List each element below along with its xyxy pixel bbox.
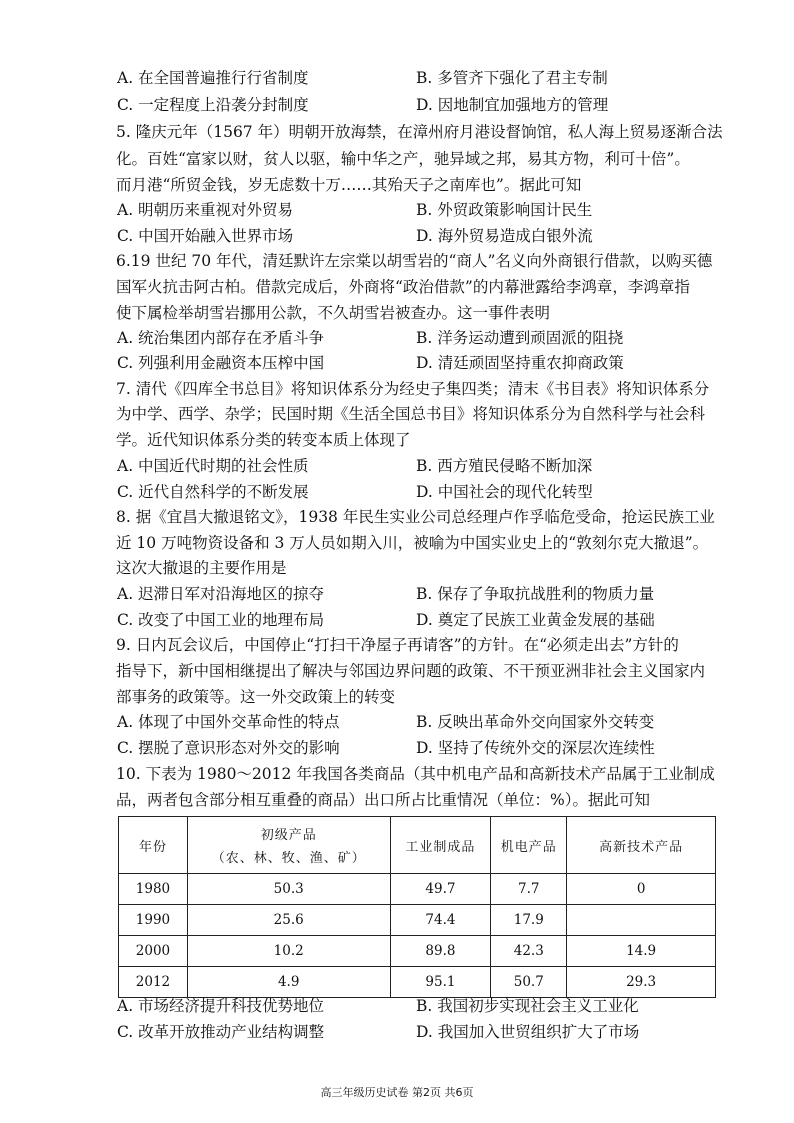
- cell-primary: 10.2: [187, 936, 390, 967]
- cell-electromechanical: 50.7: [491, 967, 567, 998]
- cell-manufactured: 49.7: [390, 874, 491, 905]
- table-row: [119, 967, 716, 998]
- q4-option-c: C. 一定程度上沿袭分封制度: [117, 96, 309, 114]
- page-footer: 高三年级历史试卷 第2页 共6页: [320, 1086, 474, 1099]
- cell-manufactured: 89.8: [390, 936, 491, 967]
- cell-high-tech: 14.9: [567, 936, 716, 967]
- q8-stem-line-2: 近 10 万吨物资设备和 3 万人员如期入川，被喻为中国实业史上的“敦刻尔克大撤退”。: [116, 534, 709, 552]
- q5-option-c: C. 中国开始融入世界市场: [117, 227, 294, 245]
- q6-option-c: C. 列强利用金融资本压榨中国: [117, 354, 325, 372]
- q9-stem-line-1: 9. 日内瓦会议后，中国停止“打扫干净屋子再请客”的方针。在“必须走出去”方针的: [116, 636, 679, 654]
- q4-option-d: D. 因地制宜加强地方的管理: [416, 96, 609, 114]
- header-manufactured-goods: 工业制成品: [390, 817, 491, 874]
- cell-year: 2000: [119, 936, 188, 967]
- cell-high-tech: 29.3: [567, 967, 716, 998]
- q10-stem-line-2: 品，两者包含部分相互重叠的商品）出口所占比重情况（单位：%）。据此可知: [116, 791, 650, 809]
- q7-option-a: A. 中国近代时期的社会性质: [117, 457, 309, 475]
- q6-stem-line-3: 使下属检举胡雪岩挪用公款，不久胡雪岩被查办。这一事件表明: [116, 304, 551, 322]
- q9-option-a: A. 体现了中国外交革命性的特点: [117, 713, 340, 731]
- q10-option-a: A. 市场经济提升科技优势地位: [117, 997, 325, 1015]
- table-row: [119, 874, 716, 905]
- q9-option-d: D. 坚持了传统外交的深层次连续性: [416, 739, 655, 757]
- cell-electromechanical: 42.3: [491, 936, 567, 967]
- q6-option-a: A. 统治集团内部存在矛盾斗争: [117, 329, 325, 347]
- q8-option-d: D. 奠定了民族工业黄金发展的基础: [416, 611, 655, 629]
- q6-stem-line-2: 国军火抗击阿古柏。借款完成后，外商将“政治借款”的内幕泄露给李鸿章，李鸿章指: [116, 278, 690, 296]
- q7-stem-line-3: 学。近代知识体系分类的转变本质上体现了: [116, 431, 411, 449]
- q7-option-c: C. 近代自然科学的不断发展: [117, 483, 309, 501]
- q5-option-b: B. 外贸政策影响国计民生: [416, 201, 593, 219]
- header-primary-products-title: 初级产品: [260, 828, 317, 843]
- q9-stem-line-3: 部事务的政策等。这一外交政策上的转变: [116, 688, 396, 706]
- q7-option-b: B. 西方殖民侵略不断加深: [416, 457, 593, 475]
- q5-stem-line-1: 5. 隆庆元年（1567 年）明朝开放海禁，在漳州府月港设督饷馆，私人海上贸易逐渐合法: [116, 123, 723, 141]
- q8-option-a: A. 迟滞日军对沿海地区的掠夺: [117, 585, 325, 603]
- cell-year: 2012: [119, 967, 188, 998]
- cell-manufactured: 95.1: [390, 967, 491, 998]
- header-electromechanical: 机电产品: [491, 817, 567, 874]
- q9-option-c: C. 摆脱了意识形态对外交的影响: [117, 739, 340, 757]
- q4-option-b: B. 多管齐下强化了君主专制: [416, 69, 608, 87]
- q5-option-d: D. 海外贸易造成白银外流: [416, 227, 593, 245]
- header-year: 年份: [119, 817, 188, 874]
- header-primary-products: [187, 817, 390, 874]
- q8-stem-line-3: 这次大撤退的主要作用是: [116, 559, 287, 577]
- header-high-tech: 高新技术产品: [567, 817, 716, 874]
- header-primary-products-subtitle: （农、林、牧、渔、矿）: [211, 851, 366, 866]
- export-share-table: [118, 816, 716, 998]
- q5-stem-line-2: 化。百姓“富家以财，贫人以驱，输中华之产，驰异域之邦，易其方物，利可十倍”。: [116, 150, 690, 168]
- q9-stem-line-2: 指导下，新中国相继提出了解决与邻国边界问题的政策、不干预亚洲非社会主义国家内: [116, 662, 706, 680]
- q7-stem-line-1: 7. 清代《四库全书总目》将知识体系分为经史子集四类；清末《书目表》将知识体系分: [116, 380, 710, 398]
- cell-high-tech: [567, 905, 716, 936]
- q7-option-d: D. 中国社会的现代化转型: [416, 483, 593, 501]
- q6-stem-line-1: 6.19 世纪 70 年代，清廷默许左宗棠以胡雪岩的“商人”名义向外商银行借款，以购买德: [116, 252, 713, 270]
- q5-option-a: A. 明朝历来重视对外贸易: [117, 201, 294, 219]
- q8-option-c: C. 改变了中国工业的地理布局: [117, 611, 325, 629]
- q10-option-d: D. 我国加入世贸组织扩大了市场: [416, 1023, 640, 1041]
- cell-primary: 4.9: [187, 967, 390, 998]
- cell-primary: 50.3: [187, 874, 390, 905]
- q9-option-b: B. 反映出革命外交向国家外交转变: [416, 713, 655, 731]
- q8-option-b: B. 保存了争取抗战胜利的物质力量: [416, 585, 655, 603]
- cell-manufactured: 74.4: [390, 905, 491, 936]
- table-row: [119, 905, 716, 936]
- table-header-row: [119, 817, 716, 874]
- q10-option-c: C. 改革开放推动产业结构调整: [117, 1023, 325, 1041]
- cell-year: 1990: [119, 905, 188, 936]
- q10-stem-line-1: 10. 下表为 1980～2012 年我国各类商品（其中机电产品和高新技术产品属于工业制成: [116, 765, 715, 783]
- q4-option-a: A. 在全国普遍推行行省制度: [117, 69, 309, 87]
- cell-electromechanical: 17.9: [491, 905, 567, 936]
- table-row: [119, 936, 716, 967]
- cell-primary: 25.6: [187, 905, 390, 936]
- q10-option-b: B. 我国初步实现社会主义工业化: [416, 997, 639, 1015]
- q7-stem-line-2: 为中学、西学、杂学；民国时期《生活全国总书目》将知识体系分为自然科学与社会科: [116, 405, 706, 423]
- cell-high-tech: 0: [567, 874, 716, 905]
- cell-year: 1980: [119, 874, 188, 905]
- q6-option-d: D. 清廷顽固坚持重农抑商政策: [416, 354, 624, 372]
- q6-option-b: B. 洋务运动遭到顽固派的阻挠: [416, 329, 624, 347]
- q5-stem-line-3: 而月港“所贸金钱，岁无虑数十万……其殆天子之南库也”。据此可知: [116, 176, 582, 194]
- cell-electromechanical: 7.7: [491, 874, 567, 905]
- q8-stem-line-1: 8. 据《宜昌大撤退铭文》，1938 年民生实业公司总经理卢作孚临危受命，抢运民族工业: [116, 508, 715, 526]
